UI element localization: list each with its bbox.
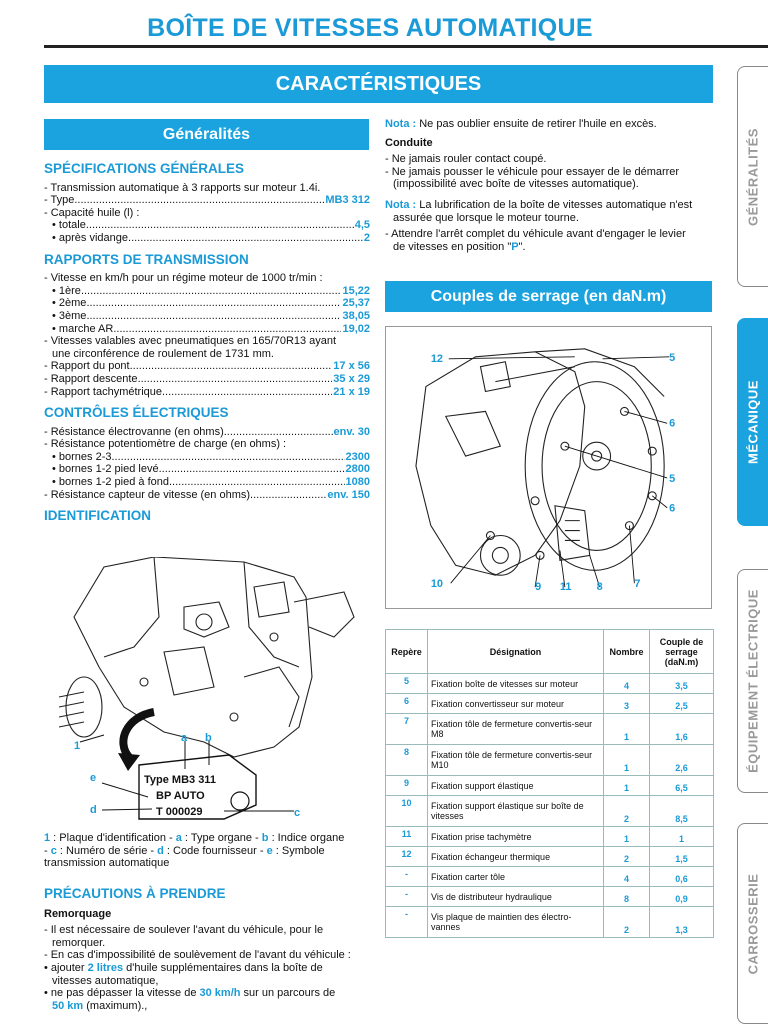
cell-couple: 6,5	[650, 776, 714, 796]
controle-value: env. 30	[333, 425, 370, 438]
precautions-section	[44, 888, 370, 1012]
tab-generalites[interactable]	[737, 66, 768, 287]
col-header-repere: Repère	[386, 630, 428, 674]
cell-nombre: 2	[604, 796, 650, 827]
precaution-text: • ajouter	[44, 961, 88, 974]
fig-label-5a: 5	[669, 351, 676, 364]
attendre-text: de vitesses en position "	[393, 240, 512, 253]
fig-label-5b: 5	[669, 472, 676, 485]
fig-label-8: 8	[596, 581, 603, 594]
identification-heading: IDENTIFICATION	[44, 508, 151, 524]
rapport-label: • 3ème	[52, 309, 87, 322]
cell-designation: Fixation échangeur thermique	[428, 847, 604, 867]
table-row	[386, 745, 714, 776]
specs-heading: SPÉCIFICATIONS GÉNÉRALES	[44, 161, 245, 176]
rapport-value: 19,02	[342, 322, 370, 335]
cap-a: a	[175, 832, 182, 844]
cell-couple: 2,5	[650, 694, 714, 714]
cell-couple: 8,5	[650, 796, 714, 827]
cell-designation: Fixation prise tachymètre	[428, 827, 604, 847]
cell-couple: 1	[650, 827, 714, 847]
tab-label: ÉQUIPEMENT ÉLECTRIQUE	[745, 589, 761, 773]
cap-e-text: : Symbole	[272, 844, 325, 857]
cell-repere: 9	[386, 776, 428, 796]
controle-label: • bornes 2-3	[52, 450, 112, 463]
cap-c-text: : Numéro de série -	[56, 844, 158, 857]
remorquage-heading: Remorquage	[44, 907, 112, 920]
controle-label: - Résistance capteur de vitesse (en ohms)	[44, 488, 251, 501]
torque-table	[385, 629, 714, 938]
cell-nombre: 1	[604, 776, 650, 796]
rapport-value: 21 x 19	[333, 385, 370, 398]
cell-repere: -	[386, 867, 428, 887]
cell-designation: Vis de distributeur hydraulique	[428, 887, 604, 907]
cell-repere: -	[386, 887, 428, 907]
spec-value: MB3 312	[325, 194, 370, 207]
controles-heading: CONTRÔLES ÉLECTRIQUES	[44, 405, 229, 421]
rapport-label: • marche AR	[52, 322, 114, 335]
nota-label: Nota :	[385, 118, 417, 130]
table-row	[386, 694, 714, 714]
rapports-heading: RAPPORTS DE TRANSMISSION	[44, 251, 249, 267]
cap-b: b	[261, 832, 269, 844]
conduite-heading: Conduite	[385, 136, 433, 149]
cap-1: 1	[44, 832, 51, 844]
col-header-designation: Désignation	[428, 630, 604, 674]
rapport-value: 17 x 56	[333, 360, 370, 373]
controle-capteur	[44, 489, 370, 502]
attendre-text: ".	[518, 240, 526, 253]
spec-label: • après vidange	[52, 231, 129, 244]
rapport-label: - Rapport du pont	[44, 360, 130, 373]
cell-repere: 10	[386, 796, 428, 827]
conduite-line: - Ne jamais pousser le véhicule pour essayer de le démarrer	[385, 165, 680, 178]
controle-value: 2800	[345, 463, 370, 476]
cell-designation: Fixation convertisseur sur moteur	[428, 694, 604, 714]
fig-label-9: 9	[535, 581, 542, 594]
spec-label: • totale	[52, 219, 86, 232]
cell-repere: 8	[386, 745, 428, 776]
tab-label: MÉCANIQUE	[745, 380, 761, 464]
cell-nombre: 3	[604, 694, 650, 714]
rapport-value: 25,37	[342, 297, 370, 310]
conduite-line: - Ne jamais rouler contact coupé.	[385, 153, 547, 166]
controle-line: - Résistance potentiomètre de charge (en ohms) :	[44, 438, 287, 451]
controle-b12l	[44, 463, 370, 476]
cell-couple: 0,6	[650, 867, 714, 887]
spec-vidange	[44, 232, 370, 245]
cell-repere: 11	[386, 827, 428, 847]
cell-designation: Fixation tôle de fermeture convertis-seur M10	[428, 745, 604, 776]
col-header-nombre: Nombre	[604, 630, 650, 674]
label-e: e	[90, 772, 97, 784]
precaution-text: (maximum).,	[83, 999, 148, 1012]
table-row	[386, 867, 714, 887]
cap-e: e	[266, 844, 273, 857]
cell-designation: Fixation support élastique	[428, 776, 604, 796]
spec-value: 4,5	[354, 219, 370, 232]
plate-serial: T 000029	[156, 806, 203, 818]
nota-text-2: assurée que lorsque le moteur tourne.	[393, 211, 579, 224]
tab-carrosserie[interactable]	[737, 823, 768, 1024]
nota-text: La lubrification de la boîte de vitesses automatique n'est	[416, 198, 693, 211]
conduite-line: (impossibilité avec boîte de vitesses automatique).	[393, 178, 639, 191]
fig-label-12: 12	[430, 352, 443, 365]
precaution-text: • ne pas dépasser la vitesse de	[44, 987, 200, 1000]
cap-1-text: : Plaque d'identification -	[50, 832, 176, 844]
tab-label: CARROSSERIE	[745, 873, 761, 974]
rapport-ar	[44, 323, 370, 336]
tab-label: GÉNÉRALITÉS	[745, 127, 761, 226]
table-row	[386, 674, 714, 694]
fig-label-6a: 6	[669, 417, 676, 430]
fig-label-10: 10	[430, 578, 443, 591]
controle-value: 2300	[345, 450, 370, 463]
cell-designation: Fixation carter tôle	[428, 867, 604, 887]
gearbox-illustration	[385, 326, 712, 609]
label-c: c	[294, 807, 301, 819]
controle-value: env. 150	[327, 488, 370, 501]
label-1: 1	[74, 740, 81, 752]
cell-nombre: 1	[604, 827, 650, 847]
table-row	[386, 907, 714, 938]
precaution-line: vitesses automatique,	[52, 974, 159, 987]
precautions-heading: PRÉCAUTIONS À PRENDRE	[44, 886, 226, 901]
precaution-value: 30 km/h	[199, 987, 241, 1000]
controle-ev	[44, 426, 370, 439]
rapport-tachy	[44, 386, 370, 399]
title-rule	[44, 45, 768, 48]
col-header-couple: Couple de serrage (daN.m)	[650, 630, 714, 674]
cell-repere: 12	[386, 847, 428, 867]
fig-label-6b: 6	[669, 502, 676, 515]
precaution-line: - En cas d'impossibilité de soulèvement de l'avant du véhicule :	[44, 949, 351, 962]
cap-c-pre: -	[44, 844, 51, 857]
fig-label-11: 11	[559, 581, 572, 594]
cell-repere: -	[386, 907, 428, 938]
cell-nombre: 4	[604, 674, 650, 694]
attendre-value: P	[511, 240, 519, 253]
cap-end: transmission automatique	[44, 857, 170, 870]
rapports-line: une circonférence de roulement de 1731 mm.	[52, 347, 274, 360]
rapport-value: 15,22	[342, 284, 370, 297]
controle-b12f	[44, 476, 370, 489]
identification-caption	[44, 832, 370, 870]
precaution-value: 50 km	[52, 999, 84, 1012]
identification-plate	[139, 755, 256, 819]
controle-value: 1080	[345, 476, 370, 489]
spec-value: 2	[363, 231, 370, 244]
table-row	[386, 776, 714, 796]
cap-a-text: : Type organe -	[181, 832, 262, 844]
spec-totale	[44, 219, 370, 232]
rapport-label: - Rapport tachymétrique	[44, 385, 162, 398]
cell-nombre: 4	[604, 867, 650, 887]
table-row	[386, 796, 714, 827]
tab-mecanique[interactable]	[737, 318, 768, 526]
table-row	[386, 847, 714, 867]
rapport-3	[44, 310, 370, 323]
attendre-line: - Attendre l'arrêt complet du véhicule avant d'engager le levier	[385, 228, 686, 241]
tab-equipement-electrique[interactable]	[737, 569, 768, 793]
cap-c: c	[50, 844, 57, 857]
cell-repere: 5	[386, 674, 428, 694]
cell-couple: 2,6	[650, 745, 714, 776]
cell-couple: 1,6	[650, 714, 714, 745]
cell-designation: Fixation tôle de fermeture convertis-seur M8	[428, 714, 604, 745]
caracteristiques-banner: CARACTÉRISTIQUES	[44, 65, 713, 103]
fig-label-7: 7	[634, 578, 641, 591]
label-a: a	[181, 732, 188, 744]
precaution-text: d'huile supplémentaires dans la boîte de	[123, 961, 323, 974]
table-row	[386, 827, 714, 847]
cell-repere: 6	[386, 694, 428, 714]
spec-type	[44, 194, 370, 207]
cap-d: d	[157, 844, 164, 857]
identification-illustration	[44, 557, 370, 829]
cell-couple: 3,5	[650, 674, 714, 694]
rapport-2	[44, 297, 370, 310]
controle-label: - Résistance électrovanne (en ohms)	[44, 425, 224, 438]
rapport-pont	[44, 360, 370, 373]
precaution-line: - Il est nécessaire de soulever l'avant du véhicule, pour le	[44, 924, 324, 937]
controle-b23	[44, 451, 370, 464]
table-header-row	[386, 630, 714, 674]
rapport-label: • 2ème	[52, 297, 87, 310]
cell-designation: Vis plaque de maintien des électro-vannes	[428, 907, 604, 938]
left-column	[44, 158, 370, 529]
plate-bp: BP AUTO	[156, 790, 205, 802]
cell-nombre: 1	[604, 714, 650, 745]
label-d: d	[90, 804, 97, 816]
rapport-value: 38,05	[342, 309, 370, 322]
precaution-text: sur un parcours de	[240, 987, 336, 1000]
page-title: BOÎTE DE VITESSES AUTOMATIQUE	[147, 14, 593, 42]
cell-nombre: 2	[604, 847, 650, 867]
nota-text: Ne pas oublier ensuite de retirer l'huile en excès.	[416, 118, 657, 130]
rapport-1	[44, 285, 370, 298]
rapport-label: - Rapport descente	[44, 372, 138, 385]
precaution-line: remorquer.	[52, 936, 106, 949]
cell-couple: 0,9	[650, 887, 714, 907]
cell-nombre: 1	[604, 745, 650, 776]
table-row	[386, 714, 714, 745]
precaution-value: 2 litres	[87, 961, 124, 974]
cap-b-text: : Indice organe	[268, 832, 345, 844]
cap-d-text: : Code fournisseur -	[163, 844, 267, 857]
rapports-line: - Vitesse en km/h pour un régime moteur de 1000 tr/min :	[44, 272, 323, 285]
rapport-descente	[44, 373, 370, 386]
specs-line: - Transmission automatique à 3 rapports sur moteur 1.4i.	[44, 181, 321, 194]
right-column	[385, 118, 715, 253]
couples-box: Couples de serrage (en daN.m)	[385, 281, 712, 312]
generalites-box: Généralités	[44, 119, 369, 150]
controle-label: • bornes 1-2 pied à fond	[52, 476, 169, 489]
rapports-line: - Vitesses valables avec pneumatiques en 165/70R13 ayant	[44, 335, 337, 348]
cell-couple: 1,3	[650, 907, 714, 938]
table-row	[386, 887, 714, 907]
cell-nombre: 2	[604, 907, 650, 938]
cell-repere: 7	[386, 714, 428, 745]
nota-label: Nota :	[385, 198, 417, 211]
controle-label: • bornes 1-2 pied levé	[52, 463, 159, 476]
rapport-value: 35 x 29	[333, 372, 370, 385]
cell-designation: Fixation support élastique sur boîte de vitesses	[428, 796, 604, 827]
cell-designation: Fixation boîte de vitesses sur moteur	[428, 674, 604, 694]
rapport-label: • 1ère	[52, 284, 81, 297]
cell-couple: 1,5	[650, 847, 714, 867]
specs-line: - Capacité huile (l) :	[44, 206, 140, 219]
plate-type: Type MB3 311	[144, 774, 216, 786]
spec-label: - Type	[44, 194, 75, 207]
label-b: b	[205, 732, 212, 744]
cell-nombre: 8	[604, 887, 650, 907]
